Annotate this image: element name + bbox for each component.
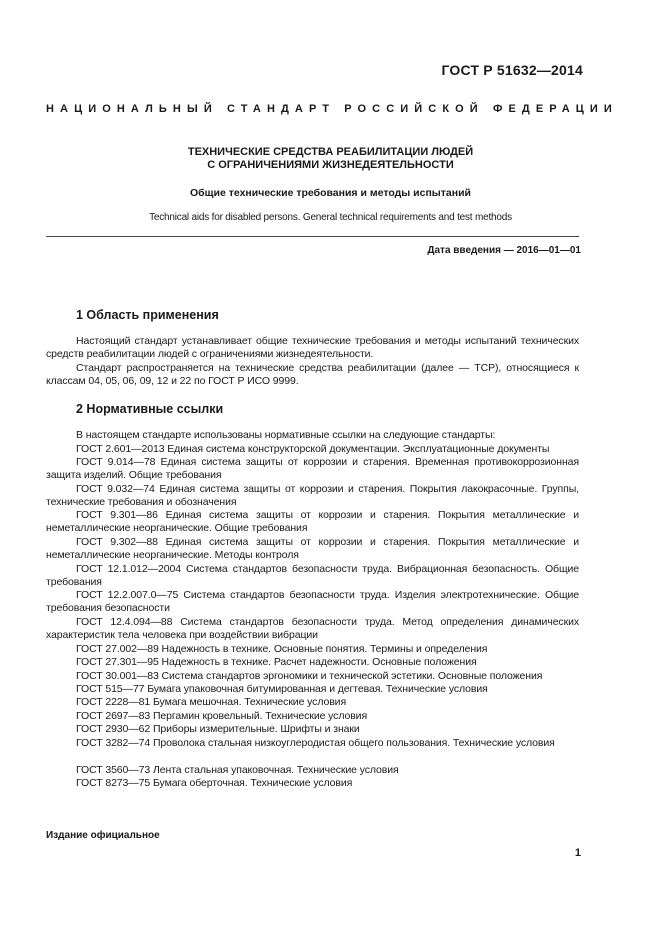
reference-item: ГОСТ 8273—75 Бумага оберточная. Технические условия (76, 777, 353, 789)
paragraph: В настоящем стандарте использованы нормативные ссылки на следующие стандарты: (76, 429, 496, 441)
document-subtitle: Общие технические требования и методы испытаний (190, 187, 471, 199)
reference-item: ГОСТ 9.302—88 Единая система защиты от коррозии и старения. Покрытия металлические и неметаллические неорганические. Методы контроля (46, 536, 579, 562)
paragraph: Настоящий стандарт устанавливает общие технические требования и методы испытаний технических средств реабилитации людей с ограничениями жизнедеятельности. (46, 335, 579, 361)
reference-item: ГОСТ 9.014—78 Единая система защиты от коррозии и старения. Временная противокоррозионная защита изделий. Общие требования (46, 456, 579, 482)
standard-number: ГОСТ Р 51632—2014 (441, 62, 583, 78)
national-standard-header: НАЦИОНАЛЬНЫЙ СТАНДАРТ РОССИЙСКОЙ ФЕДЕРАЦИИ (46, 103, 618, 115)
reference-item: ГОСТ 2.601—2013 Единая система конструкторской документации. Эксплуатационные документы (76, 443, 550, 455)
document-title-line1: ТЕХНИЧЕСКИЕ СРЕДСТВА РЕАБИЛИТАЦИИ ЛЮДЕЙ (187, 146, 474, 158)
page-number: 1 (574, 847, 581, 859)
english-title: Technical aids for disabled persons. General technical requirements and test methods (149, 212, 512, 223)
reference-item: ГОСТ 9.301—86 Единая система защиты от коррозии и старения. Покрытия металлические и неметаллические неорганические. Общие требования (46, 509, 579, 535)
reference-item: ГОСТ 27.301—95 Надежность в технике. Расчет надежности. Основные положения (76, 656, 477, 668)
paragraph: Стандарт распространяется на технические средства реабилитации (далее — ТСР), относящиеся к классам 04, 05, 06, 09, 12 и 22 по ГОСТ Р ИСО 9999. (46, 362, 579, 388)
reference-item: ГОСТ 12.1.012—2004 Система стандартов безопасности труда. Вибрационная безопасность. Общие требования (46, 563, 579, 589)
reference-item: ГОСТ 2930—62 Приборы измерительные. Шрифты и знаки (76, 723, 360, 735)
reference-item: ГОСТ 12.2.007.0—75 Система стандартов безопасности труда. Изделия электротехнические. Общие требования безопасности (46, 589, 579, 615)
reference-item: ГОСТ 30.001—83 Система стандартов эргономики и технической эстетики. Основные положения (76, 670, 543, 682)
section-heading-normative-references: 2 Нормативные ссылки (76, 402, 224, 416)
reference-item: ГОСТ 12.4.094—88 Система стандартов безопасности труда. Метод определения динамических характеристик тела человека при воздействии вибрации (46, 616, 579, 642)
introduction-date: Дата введения — 2016—01—01 (427, 245, 581, 256)
reference-item: ГОСТ 9.032—74 Единая система защиты от коррозии и старения. Покрытия лакокрасочные. Группы, технические требования и обозначения (46, 483, 579, 509)
divider (46, 236, 579, 237)
document-title-line2: С ОГРАНИЧЕНИЯМИ ЖИЗНЕДЕЯТЕЛЬНОСТИ (207, 159, 454, 171)
reference-item: ГОСТ 27.002—89 Надежность в технике. Основные понятия. Термины и определения (76, 643, 488, 655)
section-heading-scope: 1 Область применения (76, 308, 219, 322)
edition-note: Издание официальное (46, 830, 160, 841)
reference-item: ГОСТ 3282—74 Проволока стальная низкоуглеродистая общего пользования. Технические условия (76, 737, 555, 749)
reference-item: ГОСТ 2228—81 Бумага мешочная. Технические условия (76, 696, 347, 708)
reference-item: ГОСТ 2697—83 Пергамин кровельный. Технические условия (76, 710, 368, 722)
reference-item: ГОСТ 515—77 Бумага упаковочная битумированная и дегтевая. Технические условия (76, 683, 488, 695)
reference-item: ГОСТ 3560—73 Лента стальная упаковочная. Технические условия (76, 764, 399, 776)
